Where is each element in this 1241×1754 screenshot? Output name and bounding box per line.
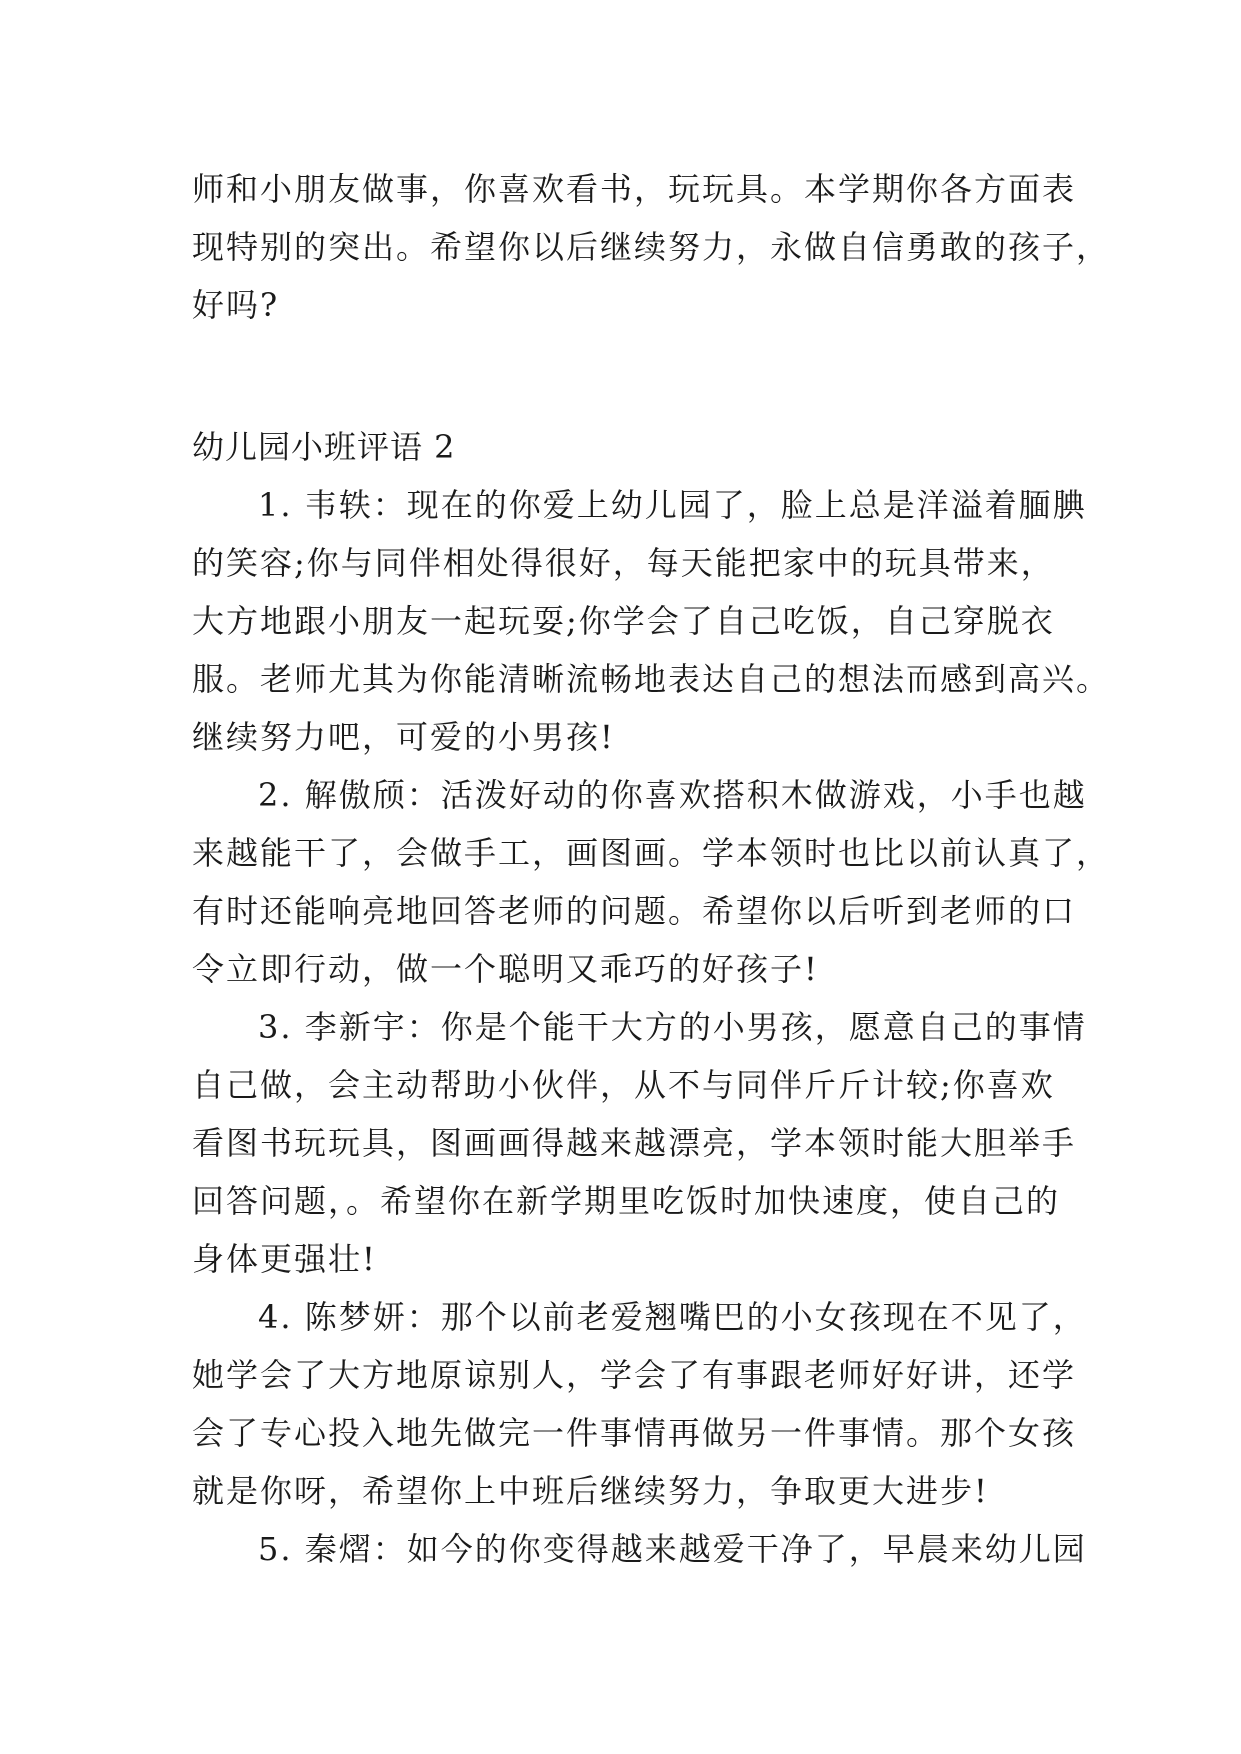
document-body — [192, 160, 1111, 1578]
paragraph-spacer — [192, 334, 1072, 418]
text-line: 5. 秦熠：如今的你变得越来越爱干净了，早晨来幼儿园 — [258, 1530, 1087, 1568]
text-line: 师和小朋友做事，你喜欢看书，玩玩具。本学期你各方面表 — [192, 170, 1077, 208]
text-line: 的笑容;你与同伴相处得很好，每天能把家中的玩具带来， — [192, 544, 1055, 582]
comment-paragraph — [192, 766, 1111, 998]
intro-paragraph — [192, 160, 1111, 334]
text-line: 她学会了大方地原谅别人，学会了有事跟老师好好讲，还学 — [192, 1356, 1077, 1394]
text-line: 自己做，会主动帮助小伙伴，从不与同伴斤斤计较;你喜欢 — [192, 1066, 1055, 1104]
text-line: 2. 解傲颀：活泼好动的你喜欢搭积木做游戏，小手也越 — [258, 776, 1087, 814]
text-line: 令立即行动，做一个聪明又乖巧的好孩子! — [192, 950, 819, 988]
text-line: 回答问题，。希望你在新学期里吃饭时加快速度，使自己的 — [192, 1182, 1061, 1220]
text-line: 来越能干了，会做手工，画图画。学本领时也比以前认真了， — [192, 834, 1111, 872]
text-line: 看图书玩玩具，图画画得越来越漂亮，学本领时能大胆举手 — [192, 1124, 1077, 1162]
text-line: 会了专心投入地先做完一件事情再做另一件事情。那个女孩 — [192, 1414, 1077, 1452]
comment-paragraph — [192, 998, 1087, 1288]
text-line: 好吗? — [192, 286, 280, 324]
text-line: 3. 李新宇：你是个能干大方的小男孩，愿意自己的事情 — [258, 1008, 1087, 1046]
text-line: 身体更强壮! — [192, 1240, 377, 1278]
comment-paragraph — [192, 1288, 1087, 1520]
text-line: 有时还能响亮地回答老师的问题。希望你以后听到老师的口 — [192, 892, 1077, 930]
text-line: 就是你呀，希望你上中班后继续努力，争取更大进步! — [192, 1472, 989, 1510]
text-line: 现特别的突出。希望你以后继续努力，永做自信勇敢的孩子， — [192, 228, 1111, 266]
text-line: 1. 韦轶：现在的你爱上幼儿园了，脸上总是洋溢着腼腆 — [258, 486, 1087, 524]
comment-paragraph — [192, 1520, 1087, 1578]
comment-paragraph — [192, 476, 1111, 766]
text-line: 4. 陈梦妍：那个以前老爱翘嘴巴的小女孩现在不见了， — [258, 1298, 1087, 1336]
text-line: 继续努力吧，可爱的小男孩! — [192, 718, 615, 756]
section-heading: 幼儿园小班评语 2 — [192, 428, 456, 466]
text-line: 大方地跟小朋友一起玩耍;你学会了自己吃饭，自己穿脱衣 — [192, 602, 1055, 640]
text-line: 服。老师尤其为你能清晰流畅地表达自己的想法而感到高兴。 — [192, 660, 1111, 698]
